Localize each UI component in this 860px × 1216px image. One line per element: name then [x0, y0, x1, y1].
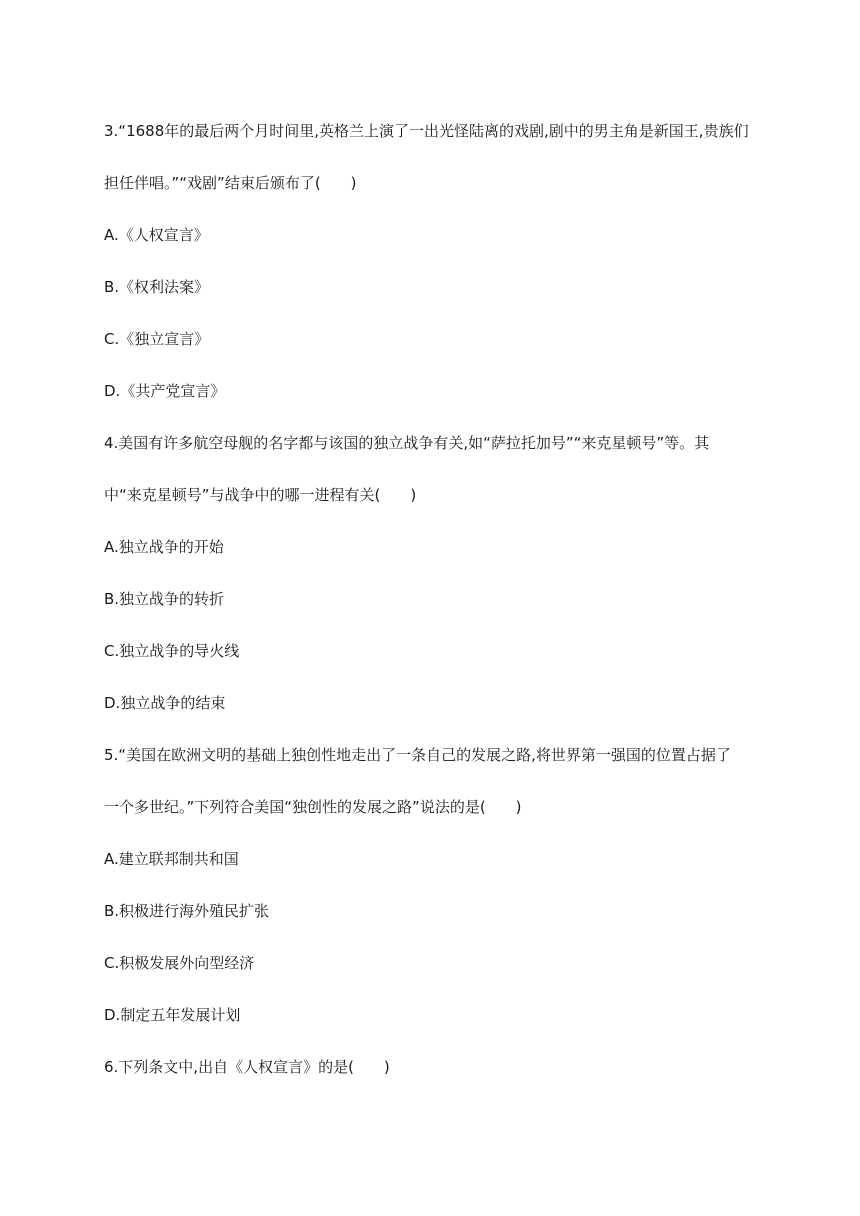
question-4-option-d: D.独立战争的结束 [104, 694, 226, 712]
question-4-option-b: B.独立战争的转折 [104, 590, 225, 608]
question-3-stem-line-2: 担任伴唱。”“戏剧”结束后颁布了( ) [104, 174, 357, 192]
question-5-option-a: A.建立联邦制共和国 [104, 850, 239, 868]
question-3-stem-line-1: 3.“1688年的最后两个月时间里,英格兰上演了一出光怪陆离的戏剧,剧中的男主角是新国王,贵族们 [104, 122, 749, 140]
question-5-option-d: D.制定五年发展计划 [104, 1006, 241, 1024]
question-4-option-a: A.独立战争的开始 [104, 538, 224, 556]
question-5-option-b: B.积极进行海外殖民扩张 [104, 902, 270, 920]
question-3-option-d: D.《共产党宣言》 [104, 382, 226, 400]
question-3-option-a: A.《人权宣言》 [104, 226, 209, 244]
question-5-stem-line-2: 一个多世纪。”下列符合美国“独创性的发展之路”说法的是( ) [104, 798, 522, 816]
question-5-stem-line-1: 5.“美国在欧洲文明的基础上独创性地走出了一条自己的发展之路,将世界第一强国的位置占据了 [104, 746, 731, 764]
question-6-stem-line-1: 6.下列条文中,出自《人权宣言》的是( ) [104, 1058, 390, 1076]
question-4-option-c: C.独立战争的导火线 [104, 642, 240, 660]
question-3-option-b: B.《权利法案》 [104, 278, 210, 296]
question-5-option-c: C.积极发展外向型经济 [104, 954, 255, 972]
question-4-stem-line-1: 4.美国有许多航空母舰的名字都与该国的独立战争有关,如“萨拉托加号”“来克星顿号”等。其 [104, 434, 710, 452]
question-4-stem-line-2: 中“来克星顿号”与战争中的哪一进程有关( ) [104, 486, 417, 504]
question-3-option-c: C.《独立宣言》 [104, 330, 210, 348]
